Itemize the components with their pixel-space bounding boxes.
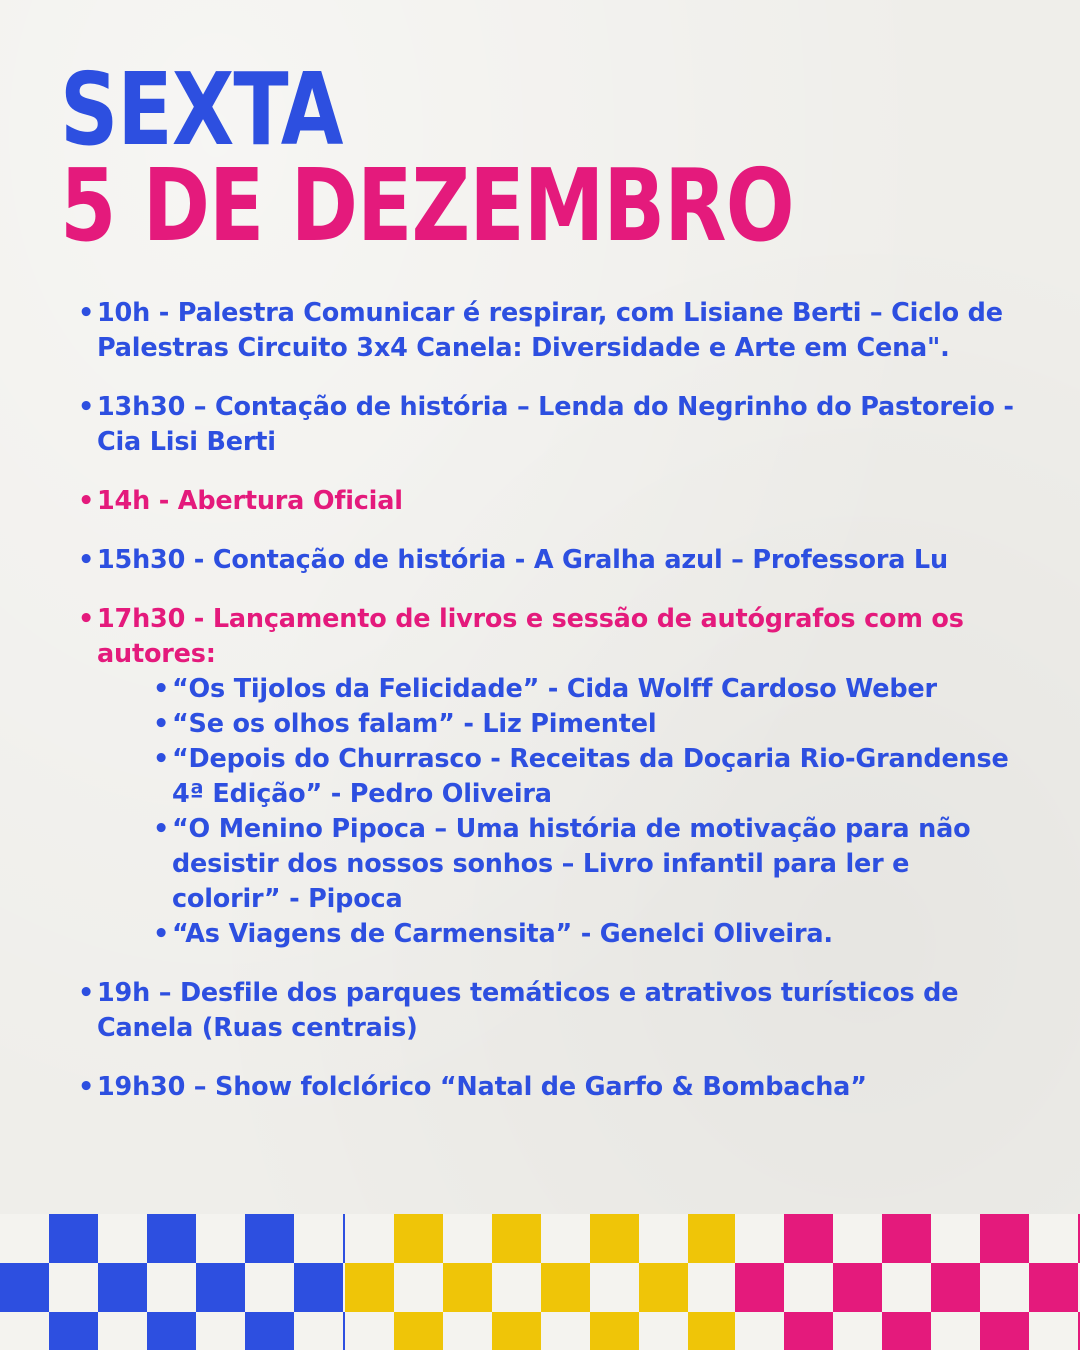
schedule-item-14h	[78, 484, 1018, 519]
bullet-icon: •	[78, 604, 95, 634]
bullet-icon: •	[153, 744, 170, 774]
schedule-item-10h	[78, 296, 1018, 366]
book-launch-list	[97, 672, 1018, 952]
schedule-item-13h30	[78, 390, 1018, 460]
event-schedule-list	[78, 296, 1018, 1129]
bullet-icon: •	[78, 392, 95, 422]
title-weekday: SEXTA	[60, 51, 343, 168]
book-item	[153, 917, 1018, 952]
schedule-item-15h30	[78, 543, 1018, 578]
schedule-item-text: 10h - Palestra Comunicar é respirar, com Lisiane Berti – Ciclo de Palestras Circuito 3x4 Canela: Diversidade e Arte em Cena".	[97, 298, 1003, 363]
book-item-text: “Os Tijolos da Felicidade” - Cida Wolff Cardoso Weber	[172, 674, 937, 704]
book-item-text: “As Viagens de Carmensita” - Genelci Oliveira.	[172, 919, 833, 949]
bullet-icon: •	[153, 709, 170, 739]
bullet-icon: •	[78, 486, 95, 516]
schedule-item-text: 13h30 – Contação de história – Lenda do Negrinho do Pastoreio - Cia Lisi Berti	[97, 392, 1014, 457]
book-item-text: “O Menino Pipoca – Uma história de motivação para não desistir dos nossos sonhos – Livro infantil para ler e colorir” - Pipoca	[172, 814, 971, 914]
book-item	[153, 742, 1018, 812]
schedule-item-text: 15h30 - Contação de história - A Gralha azul – Professora Lu	[97, 545, 948, 575]
book-item	[153, 672, 1018, 707]
schedule-item-text: 19h30 – Show folclórico “Natal de Garfo & Bombacha”	[97, 1072, 867, 1102]
bullet-icon: •	[153, 674, 170, 704]
bullet-icon: •	[78, 978, 95, 1008]
checkered-footer-band	[0, 1214, 1080, 1350]
schedule-item-17h30	[78, 602, 1018, 952]
bullet-icon: •	[153, 919, 170, 949]
schedule-item-19h	[78, 976, 1018, 1046]
schedule-item-text: 14h - Abertura Oficial	[97, 486, 403, 516]
checker-pattern-yellow	[345, 1214, 735, 1350]
bullet-icon: •	[153, 814, 170, 844]
book-item	[153, 707, 1018, 742]
schedule-item-text: 19h – Desfile dos parques temáticos e atrativos turísticos de Canela (Ruas centrais)	[97, 978, 959, 1043]
title-date: 5 DE DEZEMBRO	[60, 147, 794, 264]
checker-pattern-pink	[735, 1214, 1080, 1350]
book-item	[153, 812, 1018, 917]
bullet-icon: •	[78, 545, 95, 575]
page-title	[60, 51, 875, 264]
book-item-text: “Depois do Churrasco - Receitas da Doçaria Rio-Grandense 4ª Edição” - Pedro Oliveira	[172, 744, 1009, 809]
schedule-item-19h30	[78, 1070, 1018, 1105]
bullet-icon: •	[78, 298, 95, 328]
checker-pattern-blue	[0, 1214, 345, 1350]
bullet-icon: •	[78, 1072, 95, 1102]
book-item-text: “Se os olhos falam” - Liz Pimentel	[172, 709, 657, 739]
schedule-item-text: 17h30 - Lançamento de livros e sessão de autógrafos com os autores:	[97, 604, 964, 669]
